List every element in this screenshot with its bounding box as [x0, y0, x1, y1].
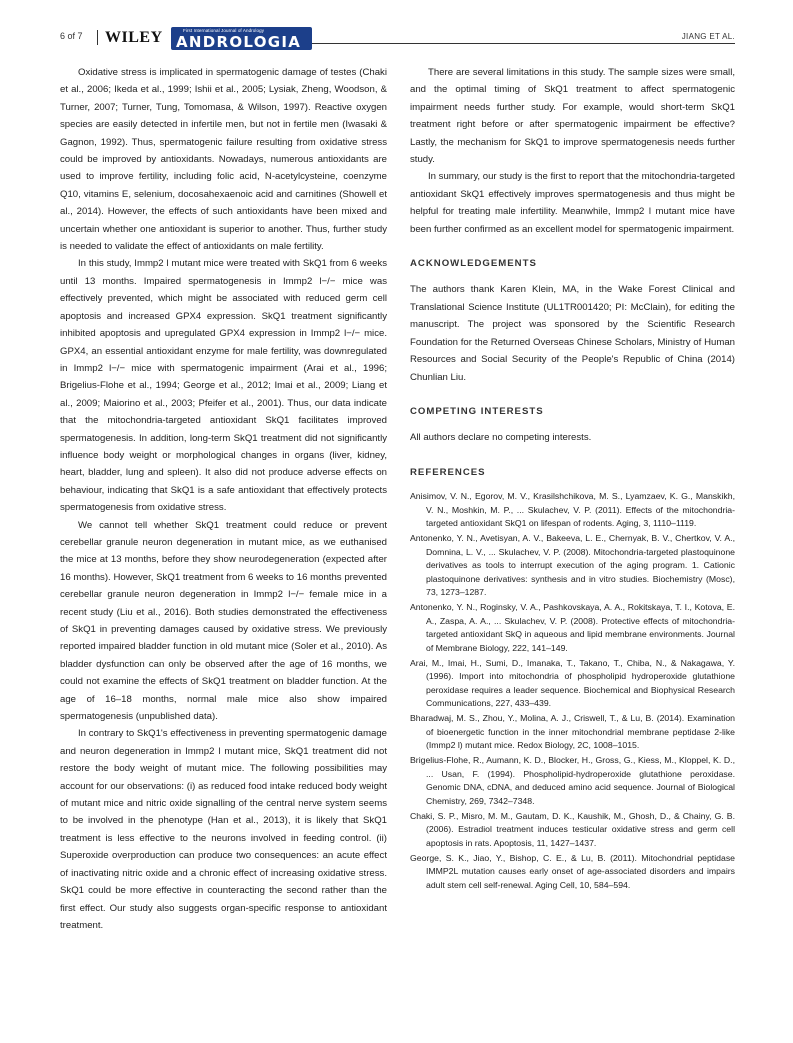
paragraph: In summary, our study is the first to report that the mitochondria-targeted antioxidant SkQ1 effectively improves spermatogenesis and thus might be helpful for treating male infertility. Meanwhile, Immp2 l mutant mice have been further confirmed as an excellent model for spermatogenic impairment.	[410, 171, 735, 235]
paragraph: In this study, Immp2 l mutant mice were treated with SkQ1 from 6 weeks until 13 months. Impaired spermatogenesis in Immp2 l−/− mice was effectively prevented, which might be associated with reduced germ cell apoptosis and increased GPX4 expression. SkQ1 treatment significantly inhibited apoptosis and upregulated GPX4 expression in Immp2 l−/− mice. GPX4, an essential antioxidant enzyme for male fertility, was downregulated in Immp2 l−/− mice with spermatogenic impairment (Arai et al., 1996; Brigelius-Flohe et al., 1994; George et al., 2012; Imai et al., 2009; Liang et al., 2009; Maiorino et al., 2003; Pfeifer et al., 2001). Thus, our data indicate that the mitochondria-targeted antioxidant SkQ1 facilitates improved spermatogenesis. In addition, long-term SkQ1 treatment did not significantly influence body weight or morphological changes in organs (liver, kidney, heart, bladder, lung and spleen). It also did not produce adverse effects on behaviour, indicating that SkQ1 is a safe antioxidant that effectively protects spermatogenesis from oxidative stress.	[60, 258, 387, 514]
journal-logo	[171, 27, 312, 50]
references-heading: REFERENCES	[410, 466, 486, 478]
reference-item: Anisimov, V. N., Egorov, M. V., Krasilshchikova, M. S., Lyamzaev, K. G., Manskikh, V. N., Moshkin, M. P., ... Skulachev, V. P. (2011). Effects of the mitochondria-targeted antioxidant SkQ1 on lifespan of rodents. Aging, 3, 1110–1119.	[410, 491, 735, 529]
header-divider	[97, 30, 98, 45]
journal-name: ANDROLOGIA	[176, 33, 302, 51]
left-column	[60, 64, 387, 934]
page-header	[60, 28, 735, 54]
running-head: JIANG ET AL.	[681, 32, 735, 41]
page-number: 6 of 7	[60, 31, 83, 41]
acknowledgements-heading: ACKNOWLEDGEMENTS	[410, 258, 537, 270]
reference-item: Arai, M., Imai, H., Sumi, D., Imanaka, T., Takano, T., Chiba, N., & Nakagawa, Y. (1996). Import into mitochondria of phospholipid hydroperoxide glutathione peroxidase requires a leader sequence. Biochemical and Biophysical Research Communications, 227, 433–439.	[410, 657, 735, 709]
reference-item: Bharadwaj, M. S., Zhou, Y., Molina, A. J., Criswell, T., & Lu, B. (2014). Examination of bioenergetic function in the inner mitochondrial membrane peptidase 2-like (Immp2 l) mutant mice. Redox Biology, 2C, 1008–1015.	[410, 713, 735, 751]
right-column	[410, 64, 735, 894]
reference-item: Antonenko, Y. N., Roginsky, V. A., Pashkovskaya, A. A., Rokitskaya, T. I., Kotova, E. A., Zaspa, A. A., ... Skulachev, V. P. (2008). Protective effects of mitochondria-targeted antioxidant SkQ in aqueous and lipid membrane environments. Journal of Membrane Biology, 222, 141–149.	[410, 602, 735, 653]
paragraph: There are several limitations in this study. The sample sizes were small, and the optimal timing of SkQ1 treatment to affect spermatogenic impairment needs further study. For example, would short-term SkQ1 treatment right before or after spermatogenic impairment be effective? Lastly, the mechanism for SkQ1 to improve spermatogenesis needs further study.	[410, 67, 735, 166]
header-rule	[275, 43, 735, 44]
publisher-logo: WILEY	[105, 29, 163, 46]
reference-list	[410, 490, 735, 892]
journal-tagline: First International Journal of Andrology	[183, 28, 265, 33]
competing-interests-heading: COMPETING INTERESTS	[410, 405, 544, 417]
reference-item: Chaki, S. P., Misro, M. M., Gautam, D. K., Kaushik, M., Ghosh, D., & Chainy, G. B. (2006). Estradiol treatment induces testicular oxidative stress and germ cell apoptosis in rats. Apoptosis, 11, 1427–1437.	[410, 810, 735, 848]
paragraph: We cannot tell whether SkQ1 treatment could reduce or prevent cerebellar granule neuron degeneration in mutant mice, as we euthanised the mice at 13 months, before they show neurodegeneration (expected after 16 months). However, SkQ1 treatment from 6 weeks to 16 months prevented cerebellar granule neuron degeneration in Immp2 l−/− female mice in a recent study (Liu et al., 2016). Both studies demonstrated the effectiveness of SkQ1 in preventing damages caused by oxidative stress. We previously reported impaired bladder function in old mutant mice (Soler et al., 2010). As bladder dysfunction can only be observed after the age of 16 months, we could not examine the effects of SkQ1 treatment on bladder function. At the age of 16–18 months, normal male mice also show impaired spermatogenesis (unpublished data).	[60, 519, 387, 723]
acknowledgements-text: The authors thank Karen Klein, MA, in the Wake Forest Clinical and Translational Science Institute (UL1TR001420; PI: McClain), for editing the manuscript. The project was sponsored by the Scientific Research Foundation for the Returned Overseas Chinese Scholars, Ministry of Human Resources and Social Security of the People's Republic of China (2014) Chunlian Liu.	[410, 284, 735, 383]
reference-item: Antonenko, Y. N., Avetisyan, A. V., Bakeeva, L. E., Chernyak, B. V., Chertkov, V. A., Domnina, L. V., ... Skulachev, V. P. (2008). Mitochondria-targeted plastoquinone derivatives as tools to interrupt execution of the aging program. 1. Cationic plastoquinone derivatives: synthesis and in vitro studies. Biochemistry (Mosc), 73, 1273–1287.	[410, 533, 735, 598]
paragraph: In contrary to SkQ1's effectiveness in preventing spermatogenic damage and neuron degeneration in Immp2 l mutant mice, SkQ1 treatment did not restore the body weight of mutant mice. The following possibilities may account for our observations: (i) as reduced food intake reduced body weight of mutant mice and nitric oxide signalling of the central nerve system seems to be involved in the phenotype (Han et al., 2013), it is likely that SkQ1 treatment is less effective to the neurons involved in feeding control. (ii) Superoxide overproduction can produce two consequences: an acute effect of inactivating nitric oxide and a chronic effect of increasing oxidative stress. SkQ1 could be more effective in counteracting the second rather than the first effect. Our study also suggests organ-specific response to antioxidant treatment.	[60, 728, 387, 931]
reference-item: Brigelius-Flohe, R., Aumann, K. D., Blocker, H., Gross, G., Kiess, M., Kloppel, K. D., ... Usan, F. (1994). Phospholipid-hydroperoxide glutathione peroxidase. Genomic DNA, cDNA, and deduced amino acid sequence. Journal of Biological Chemistry, 269, 7342–7348.	[410, 755, 735, 806]
competing-interests-text: All authors declare no competing interests.	[410, 432, 592, 444]
paragraph: Oxidative stress is implicated in spermatogenic damage of testes (Chaki et al., 2006; Ikeda et al., 1999; Ishii et al., 2005; Lysiak, Zheng, Woodson, & Turner, 2007; Turner, Tung, Tomomasa, & Wilson, 1997). Reactive oxygen species are easily detected in infertile men, but not in fertile men (Iwasaki & Gagnon, 1992). Thus, spermatogenic failure resulting from oxidative stress could be improved by antioxidants. Nowadays, numerous antioxidants are used to improve fertility, including folic acid, N-acetylcysteine, coenzyme Q10, vitamins E, selenium, docosahexaenoic acid and carnitines (Showell et al., 2014). However, the effects of such antioxidants have been mixed and uncertain whether one antioxidant is superior to another. Thus, further study is needed to validate the effect of antioxidants on male fertility.	[60, 67, 387, 253]
reference-item: George, S. K., Jiao, Y., Bishop, C. E., & Lu, B. (2011). Mitochondrial peptidase IMMP2L mutation causes early onset of age-associated disorders and impairs adult stem cell self-renewal. Aging Cell, 10, 584–594.	[410, 852, 735, 890]
